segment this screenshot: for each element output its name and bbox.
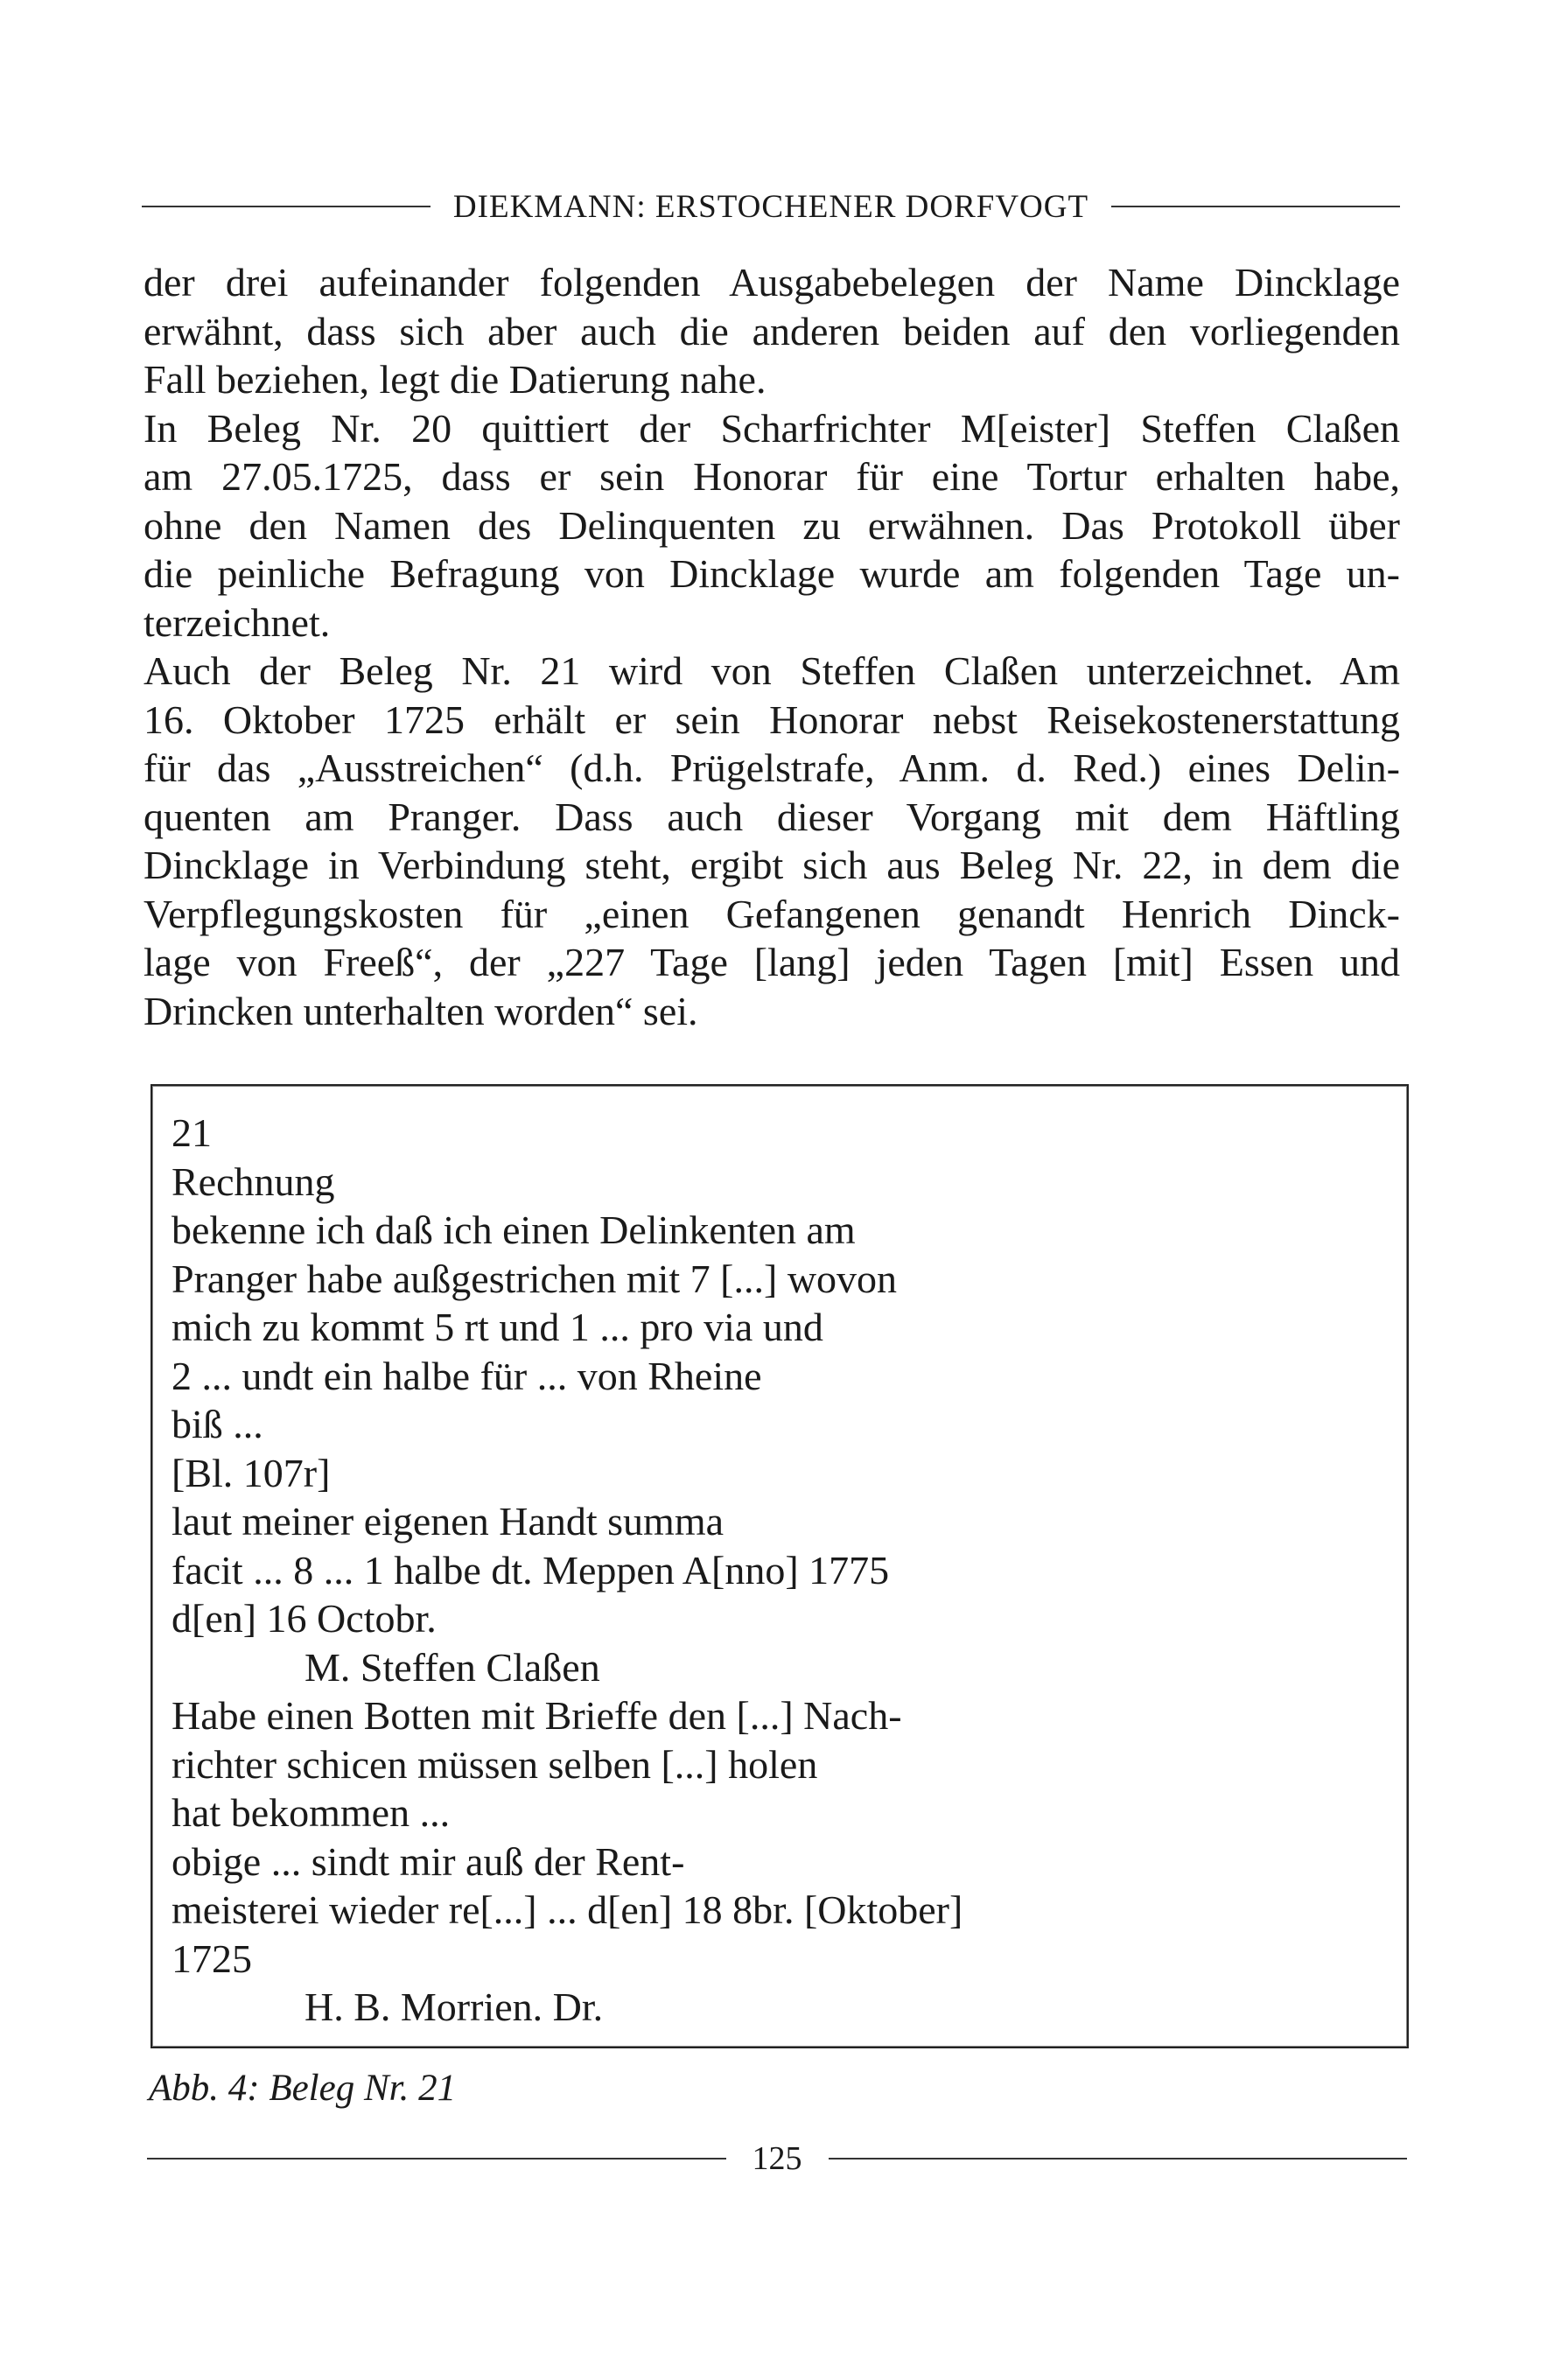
document-line: 1725: [172, 1936, 252, 1981]
figure-caption: Abb. 4: Beleg Nr. 21: [149, 2068, 457, 2109]
body-line: Fall beziehen, legt die Datierung nahe.: [144, 357, 766, 402]
footer-rule-right: [829, 2158, 1408, 2160]
page-number: 125: [752, 2140, 802, 2177]
footer-rule-left: [147, 2158, 726, 2160]
body-line: der drei aufeinander folgenden Ausgabebelegen der Name Dincklage: [144, 260, 1400, 304]
running-header-title: DIEKMANN: ERSTOCHENER DORFVOGT: [452, 188, 1089, 225]
document-line: obige ... sindt mir auß der Rent-: [172, 1838, 685, 1884]
body-line: Auch der Beleg Nr. 21 wird von Steffen Claßen unterzeichnet. Am: [144, 648, 1400, 693]
document-line: facit ... 8 ... 1 halbe dt. Meppen A[nno] 1775: [172, 1547, 890, 1592]
document-line: Habe einen Botten mit Brieffe den [...] Nach-: [172, 1693, 902, 1738]
body-line: Dincklage in Verbindung steht, ergibt sich aus Beleg Nr. 22, in dem die: [144, 843, 1400, 887]
body-line: am 27.05.1725, dass er sein Honorar für eine Tortur erhalten habe,: [144, 454, 1400, 499]
document-line: 2 ... undt ein halbe für ... von Rheine: [172, 1353, 762, 1398]
document-transcription-box: [150, 1084, 1409, 2048]
body-line: quenten am Pranger. Dass auch dieser Vorgang mit dem Häftling: [144, 794, 1400, 839]
document-line: bekenne ich daß ich einen Delinkenten am: [172, 1208, 856, 1252]
body-text: [144, 258, 1400, 1035]
body-line: Drincken unterhalten worden“ sei.: [144, 988, 698, 1033]
body-line: ohne den Namen des Delinquenten zu erwähnen. Das Protokoll über: [144, 502, 1400, 548]
body-line: lage von Freeß“, der „227 Tage [lang] jeden Tagen [mit] Essen und: [144, 940, 1400, 984]
header-rule-left: [142, 206, 430, 207]
document-line: richter schicen müssen selben [...] holen: [172, 1741, 818, 1787]
document-signature: M. Steffen Claßen: [304, 1644, 600, 1690]
body-line: für das „Ausstreichen“ (d.h. Prügelstrafe, Anm. d. Red.) eines Delin-: [144, 746, 1400, 790]
document-transcription: [172, 1109, 962, 2032]
header-rule-right: [1111, 206, 1400, 207]
document-line: mich zu kommt 5 rt und 1 ... pro via und: [172, 1305, 823, 1349]
body-line: die peinliche Befragung von Dincklage wurde am folgenden Tage un-: [144, 551, 1400, 596]
page-footer: [147, 2137, 1407, 2180]
running-header: [142, 186, 1400, 228]
document-line: d[en] 16 Octobr.: [172, 1596, 437, 1641]
document-line: [Bl. 107r]: [172, 1450, 331, 1495]
document-line: biß ...: [172, 1402, 263, 1446]
body-line: erwähnt, dass sich aber auch die anderen beiden auf den vorliegenden: [144, 308, 1400, 354]
document-line: Pranger habe außgestrichen mit 7 [...] wovon: [172, 1256, 898, 1301]
body-line: In Beleg Nr. 20 quittiert der Scharfrichter M[eister] Steffen Claßen: [144, 405, 1400, 451]
document-line: 21: [172, 1110, 212, 1155]
body-line: terzeichnet.: [144, 599, 331, 645]
body-line: 16. Oktober 1725 erhält er sein Honorar nebst Reisekostenerstattung: [144, 696, 1400, 742]
document-line: laut meiner eigenen Handt summa: [172, 1499, 724, 1544]
document-line: Rechnung: [172, 1158, 335, 1204]
body-line: Verpflegungskosten für „einen Gefangenen genandt Henrich Dinck-: [144, 891, 1400, 936]
document-line: meisterei wieder re[...] ... d[en] 18 8br. [Oktober]: [172, 1887, 963, 1932]
document-signature: H. B. Morrien. Dr.: [304, 1984, 604, 2029]
document-line: hat bekommen ...: [172, 1790, 451, 1835]
